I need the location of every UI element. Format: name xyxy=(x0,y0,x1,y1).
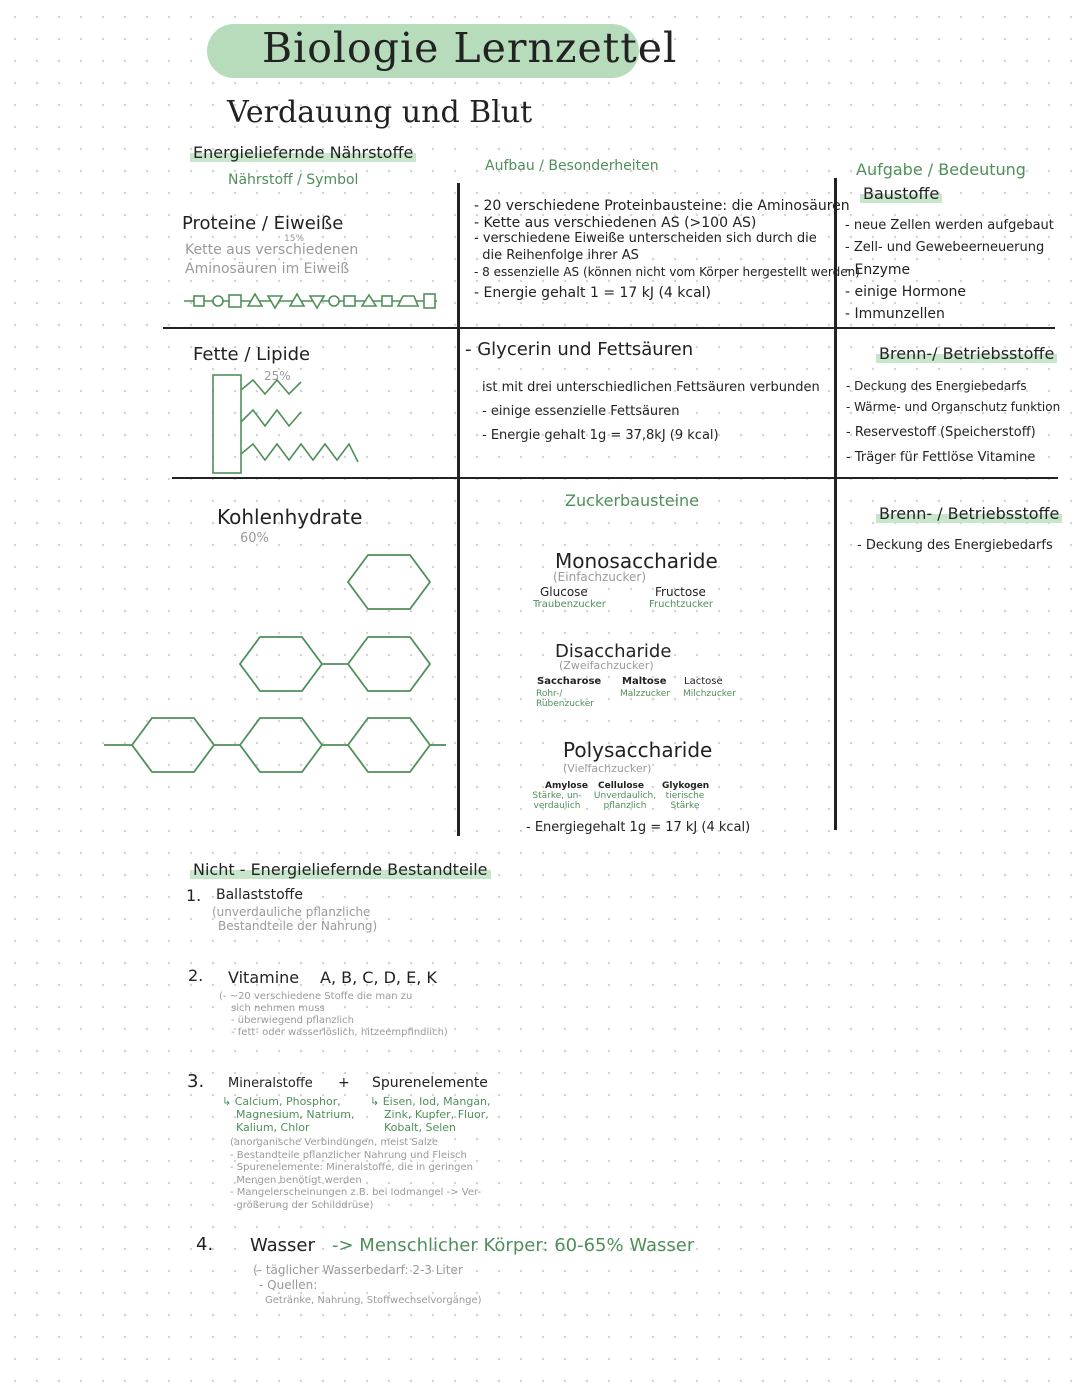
poly-item-name: Amylose xyxy=(545,781,588,791)
protein-structure-line: die Reihenfolge ihrer AS xyxy=(474,247,639,263)
di-title: Disaccharide xyxy=(555,641,672,662)
carb-energy: - Energiegehalt 1g = 17 kJ (4 kcal) xyxy=(526,820,751,835)
protein-desc-2: Aminosäuren im Eiweiß xyxy=(185,261,350,277)
hexagon-di-2 xyxy=(348,637,430,691)
protein-structure-line: - Energie gehalt 1 = 17 kJ (4 kcal) xyxy=(474,284,712,301)
protein-structure-line: - 8 essenzielle AS (können nicht vom Körper hergestellt werden) xyxy=(474,265,860,279)
poly-title: Polysaccharide xyxy=(563,738,713,762)
protein-structure-line: - verschiedene Eiweiße unterscheiden sich durch die xyxy=(474,231,817,246)
col1-header: Nährstoff / Symbol xyxy=(228,172,359,188)
page-subtitle: Verdauung und Blut xyxy=(227,95,533,130)
water-note: - Quellen: xyxy=(259,1278,318,1292)
item-number: 1. xyxy=(186,886,202,905)
hexagon-poly-2 xyxy=(240,718,322,772)
vitamins-note: (- ~20 verschiedene Stoffe die man zu xyxy=(219,991,413,1002)
col3-header: Aufgabe / Bedeutung xyxy=(856,160,1026,179)
protein-role-item: - Immunzellen xyxy=(845,306,945,322)
item-number: 2. xyxy=(188,966,204,985)
vitamins-notes xyxy=(219,991,448,1039)
hexagon-poly-1 xyxy=(132,718,214,772)
trace-list-line: ↳ Eisen, Iod, Mangan, xyxy=(370,1095,491,1108)
minerals-list-line: Kalium, Chlor xyxy=(236,1121,310,1134)
minerals-note: - Bestandteile pflanzlicher Nahrung und Fleisch xyxy=(230,1149,467,1161)
poly-item-note: tierische Stärke xyxy=(665,791,705,811)
vitamins-note: - fett- oder wasserlöslich, hitzeempfindlich) xyxy=(231,1027,448,1038)
fat-structure-line: - Energie gehalt 1g = 37,8kJ (9 kcal) xyxy=(482,428,719,443)
vitamins-title: Vitamine xyxy=(228,968,300,987)
protein-structure-line: - 20 verschiedene Proteinbausteine: die Aminosäuren xyxy=(474,198,850,214)
trace-elements-title: Spurenelemente xyxy=(372,1075,488,1091)
triglyceride-diagram xyxy=(210,372,362,476)
mono-item-note: Traubenzucker xyxy=(533,599,606,610)
protein-structure-line: - Kette aus verschiedenen AS (>100 AS) xyxy=(474,214,757,231)
vitamins-note: - überwiegend pflanzlich xyxy=(231,1015,354,1026)
water-note: (- täglicher Wasserbedarf: 2-3 Liter xyxy=(253,1263,463,1277)
fiber-title: Ballaststoffe xyxy=(216,887,303,903)
minerals-list-line: Magnesium, Natrium, xyxy=(236,1108,355,1121)
minerals-list xyxy=(222,1095,354,1134)
di-item-note: Malzzucker xyxy=(620,689,671,699)
protein-role-item: - Zell- und Gewebeerneuerung xyxy=(845,240,1045,255)
minerals-note: - Spurenelemente: Mineralstoffe, die in geringen xyxy=(230,1162,474,1173)
non-energy-heading: Nicht - Energieliefernde Bestandteile xyxy=(190,860,491,879)
carb-percent: 60% xyxy=(240,531,269,546)
carb-name: Kohlenhydrate xyxy=(217,505,363,529)
mono-item-note: Fruchtzucker xyxy=(649,599,714,610)
water-note: Getränke, Nahrung, Stoffwechselvorgänge) xyxy=(265,1295,482,1306)
fiber-note: Bestandteile der Nahrung) xyxy=(218,919,378,933)
protein-structure xyxy=(474,198,860,301)
minerals-notes xyxy=(230,1137,481,1212)
mono-sub: (Einfachzucker) xyxy=(553,570,647,584)
fiber-notes xyxy=(212,905,377,933)
fat-structure xyxy=(482,376,820,448)
di-item-name: Maltose xyxy=(622,676,667,687)
table-hline-1 xyxy=(163,327,1055,329)
page-title: Biologie Lernzettel xyxy=(262,24,678,72)
protein-role-item: - einige Hormone xyxy=(845,284,967,300)
trace-list-line: Kobalt, Selen xyxy=(384,1121,457,1134)
water-notes xyxy=(253,1263,482,1308)
water-title: Wasser xyxy=(250,1235,315,1256)
di-item-note: Milchzucker xyxy=(683,689,736,699)
fat-roles xyxy=(846,376,1060,468)
fat-name: Fette / Lipide xyxy=(193,344,311,365)
item-number: 4. xyxy=(196,1234,214,1255)
protein-desc-1: Kette aus verschiedenen xyxy=(185,242,359,258)
di-item-name: Saccharose xyxy=(537,676,602,687)
poly-item-note: Unverdaulich, pflanzlich xyxy=(593,791,657,811)
minerals-title: Mineralstoffe xyxy=(228,1076,313,1091)
hexagon-poly-3 xyxy=(348,718,430,772)
hexagon-di-1 xyxy=(240,637,322,691)
item-number: 3. xyxy=(187,1071,205,1092)
col2-header: Aufbau / Besonderheiten xyxy=(485,158,659,174)
hexagon-mono xyxy=(348,555,430,609)
fat-role-title: Brenn-/ Betriebsstoffe xyxy=(876,344,1057,363)
fat-structure-title: - Glycerin und Fettsäuren xyxy=(465,339,694,360)
di-item-name: Lactose xyxy=(684,676,723,687)
mono-item-name: Glucose xyxy=(540,585,588,599)
table-hline-2 xyxy=(172,477,1058,479)
amino-acid-chain-diagram xyxy=(182,286,444,316)
minerals-note: größerung der Schilddrüse) xyxy=(230,1199,374,1211)
poly-item-name: Cellulose xyxy=(598,781,645,791)
poly-item-name: Glykogen xyxy=(662,781,710,791)
fat-structure-line: - einige essenzielle Fettsäuren xyxy=(482,404,680,419)
fat-structure-line: ist mit drei unterschiedlichen Fettsäuren verbunden xyxy=(482,380,820,395)
di-sub: (Zweifachzucker) xyxy=(559,659,654,672)
minerals-note: Mengen benötigt werden xyxy=(230,1174,362,1186)
mono-item-name: Fructose xyxy=(655,585,706,599)
carb-role-title: Brenn- / Betriebsstoffe xyxy=(876,504,1062,523)
protein-role-item: - neue Zellen werden aufgebaut xyxy=(845,218,1054,233)
carb-structure-title: Zuckerbausteine xyxy=(565,491,699,510)
protein-role-item: - Enzyme xyxy=(845,262,911,278)
minerals-list-line: ↳ Calcium, Phosphor, xyxy=(222,1095,341,1108)
water-fact: -> Menschlicher Körper: 60-65% Wasser xyxy=(332,1235,695,1256)
polysaccharide-hexagon-diagram xyxy=(104,548,454,776)
vitamins-note: sich nehmen muss xyxy=(231,1003,325,1014)
mono-title: Monosaccharide xyxy=(555,549,718,573)
minerals-note: (anorganische Verbindungen, meist Salze xyxy=(230,1137,439,1148)
fat-role-item: - Wärme- und Organschutz funktion xyxy=(846,400,1061,414)
fiber-note: (unverdauliche pflanzliche xyxy=(212,905,371,919)
carb-role-item: - Deckung des Energiebedarfs xyxy=(857,538,1053,553)
vitamins-list: A, B, C, D, E, K xyxy=(320,968,437,987)
fat-role-item: - Reservestoff (Speicherstoff) xyxy=(846,425,1036,440)
poly-sub: (Vielfachzucker) xyxy=(563,762,652,775)
trace-list-line: Zink, Kupfer, Fluor, xyxy=(384,1108,489,1121)
protein-percent: 15% xyxy=(284,234,305,244)
fat-role-item: - Träger für Fettlöse Vitamine xyxy=(846,450,1036,465)
minerals-plus: + xyxy=(338,1075,350,1091)
protein-role-title: Baustoffe xyxy=(860,184,942,203)
minerals-note: - Mangelerscheinungen z.B. bei Iodmangel -> Ver- xyxy=(230,1187,482,1198)
protein-name: Proteine / Eiweiße xyxy=(182,213,344,234)
fat-role-item: - Deckung des Energiebedarfs xyxy=(846,379,1027,393)
trace-elements-list xyxy=(370,1095,491,1134)
poly-item-note: Stärke, un- verdaulich xyxy=(532,791,582,811)
energy-heading: Energieliefernde Nährstoffe xyxy=(190,143,416,162)
fat-percent: 25% xyxy=(264,369,291,383)
di-item-note: Rohr-/ Rübenzucker xyxy=(536,689,595,709)
protein-roles xyxy=(845,215,1054,325)
table-vline-1 xyxy=(457,183,460,836)
